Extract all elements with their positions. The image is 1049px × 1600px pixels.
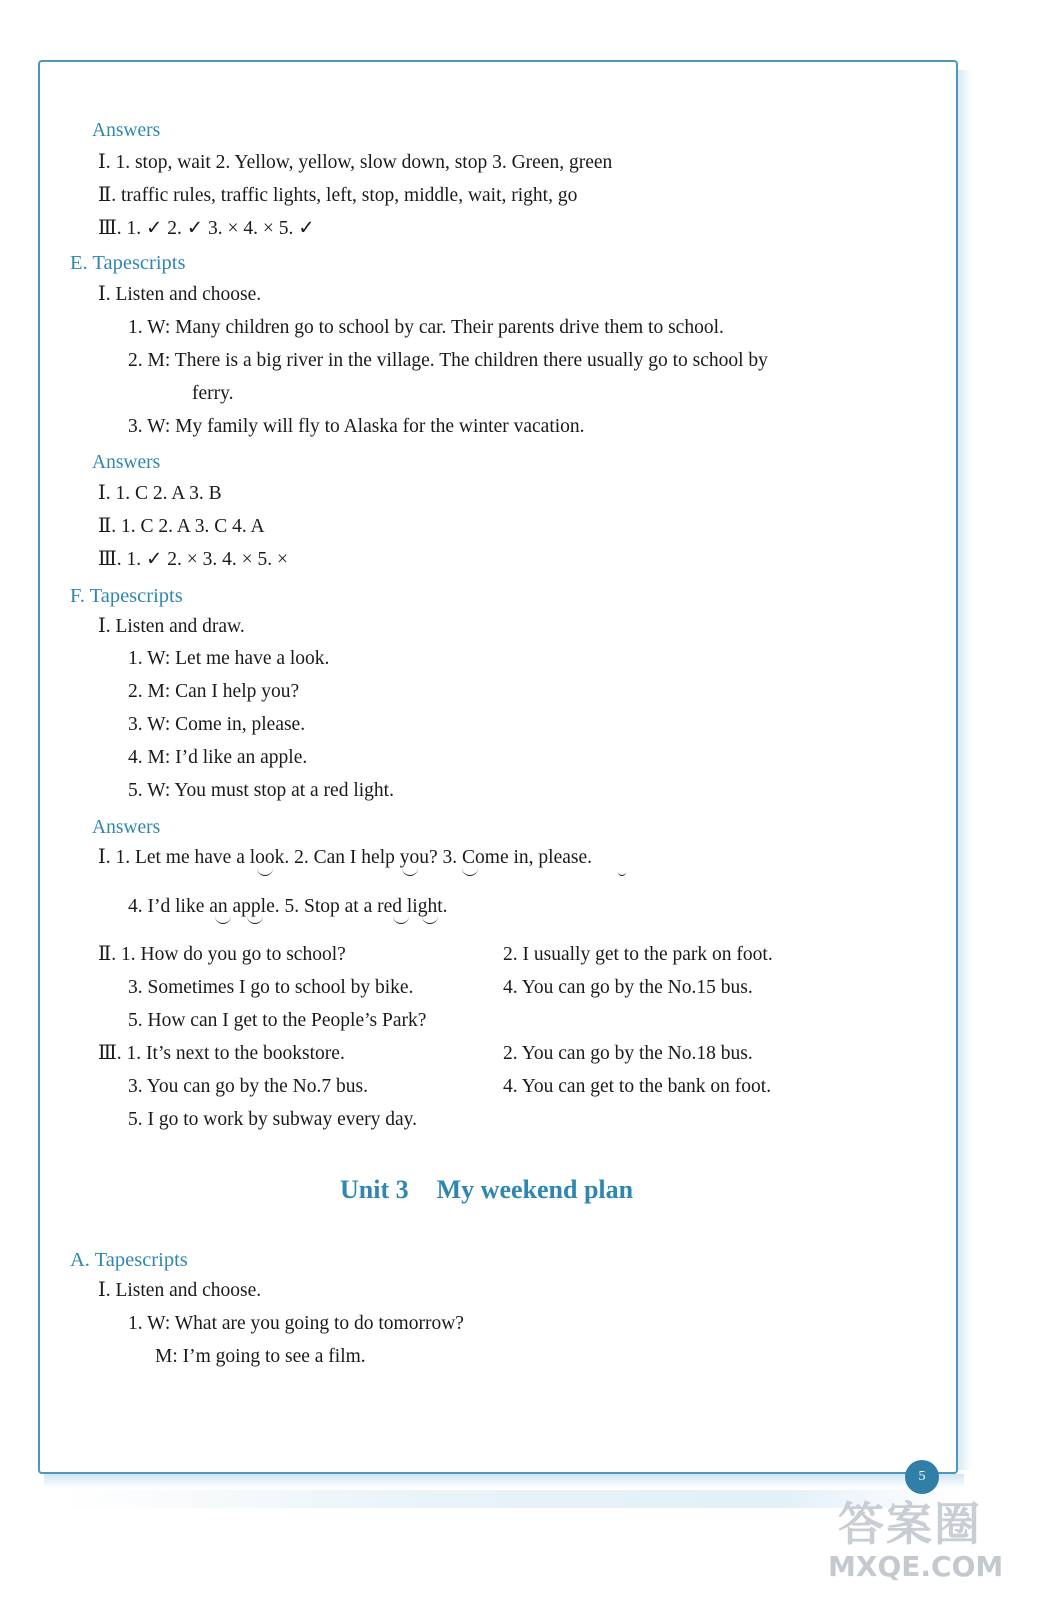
answer-line: 5. How can I get to the People’s Park? [128,1010,427,1031]
script-line: ferry. [192,383,234,404]
liaison-mark [618,868,626,876]
answer-line: Ⅲ. 1. ✓ 2. × 3. 4. × 5. × [98,549,289,570]
script-line: M: I’m going to see a film. [155,1346,366,1367]
answer-line: 2. You can go by the No.18 bus. [503,1043,753,1064]
answer-line: 4. I’d like an apple. 5. Stop at a red light. [128,896,448,917]
answer-line: Ⅱ. 1. How do you go to school? [98,944,346,965]
script-line: 5. W: You must stop at a red light. [128,780,394,801]
script-line: 2. M: Can I help you? [128,681,300,702]
section-heading-e: E. Tapescripts [70,252,186,274]
page-number: 5 [905,1460,939,1494]
answer-line: Ⅱ. 1. C 2. A 3. C 4. A [98,516,265,537]
answer-line: Ⅲ. 1. ✓ 2. ✓ 3. × 4. × 5. ✓ [98,218,315,239]
script-line: 4. M: I’d like an apple. [128,747,308,768]
answer-line: 4. You can go by the No.15 bus. [503,977,753,998]
unit-name: My weekend plan [436,1175,634,1204]
answer-line: 3. Sometimes I go to school by bike. [128,977,414,998]
answer-line: 2. I usually get to the park on foot. [503,944,773,965]
answer-line: Ⅰ. 1. Let me have a look. 2. Can I help you? 3. Come in, please. [98,847,592,868]
part-instruction: Ⅰ. Listen and draw. [98,616,245,637]
page-edge-shade [958,70,972,1470]
answer-line: Ⅰ. 1. stop, wait 2. Yellow, yellow, slow down, stop 3. Green, green [98,152,613,173]
answer-line: 3. You can go by the No.7 bus. [128,1076,368,1097]
part-instruction: Ⅰ. Listen and choose. [98,1280,262,1301]
answer-line: Ⅲ. 1. It’s next to the bookstore. [98,1043,345,1064]
watermark [828,1488,1038,1598]
unit-number: Unit 3 [340,1175,409,1204]
script-line: 1. W: Many children go to school by car. Their parents drive them to school. [128,317,724,338]
part-instruction: Ⅰ. Listen and choose. [98,284,262,305]
script-line: 3. W: Come in, please. [128,714,306,735]
bottom-decor-band [60,1490,960,1508]
unit-title [340,1174,633,1206]
watermark-url: MXQE.COM [828,1550,1004,1583]
answer-line: 4. You can get to the bank on foot. [503,1076,772,1097]
script-line: 1. W: What are you going to do tomorrow? [128,1313,464,1334]
answers-heading: Answers [92,817,161,838]
script-line: 2. M: There is a big river in the village. The children there usually go to school by [128,350,768,371]
answer-line: 5. I go to work by subway every day. [128,1109,418,1130]
answer-line: Ⅰ. 1. C 2. A 3. B [98,483,222,504]
answers-heading: Answers [92,452,161,473]
frame-bottom-shade [44,1474,964,1488]
section-heading-a: A. Tapescripts [70,1249,188,1271]
script-line: 1. W: Let me have a look. [128,648,330,669]
script-line: 3. W: My family will fly to Alaska for the winter vacation. [128,416,585,437]
answer-line: Ⅱ. traffic rules, traffic lights, left, stop, middle, wait, right, go [98,185,578,206]
section-heading-f: F. Tapescripts [70,585,183,607]
answers-heading: Answers [92,120,161,141]
watermark-logo: 答案圈 [838,1497,982,1551]
